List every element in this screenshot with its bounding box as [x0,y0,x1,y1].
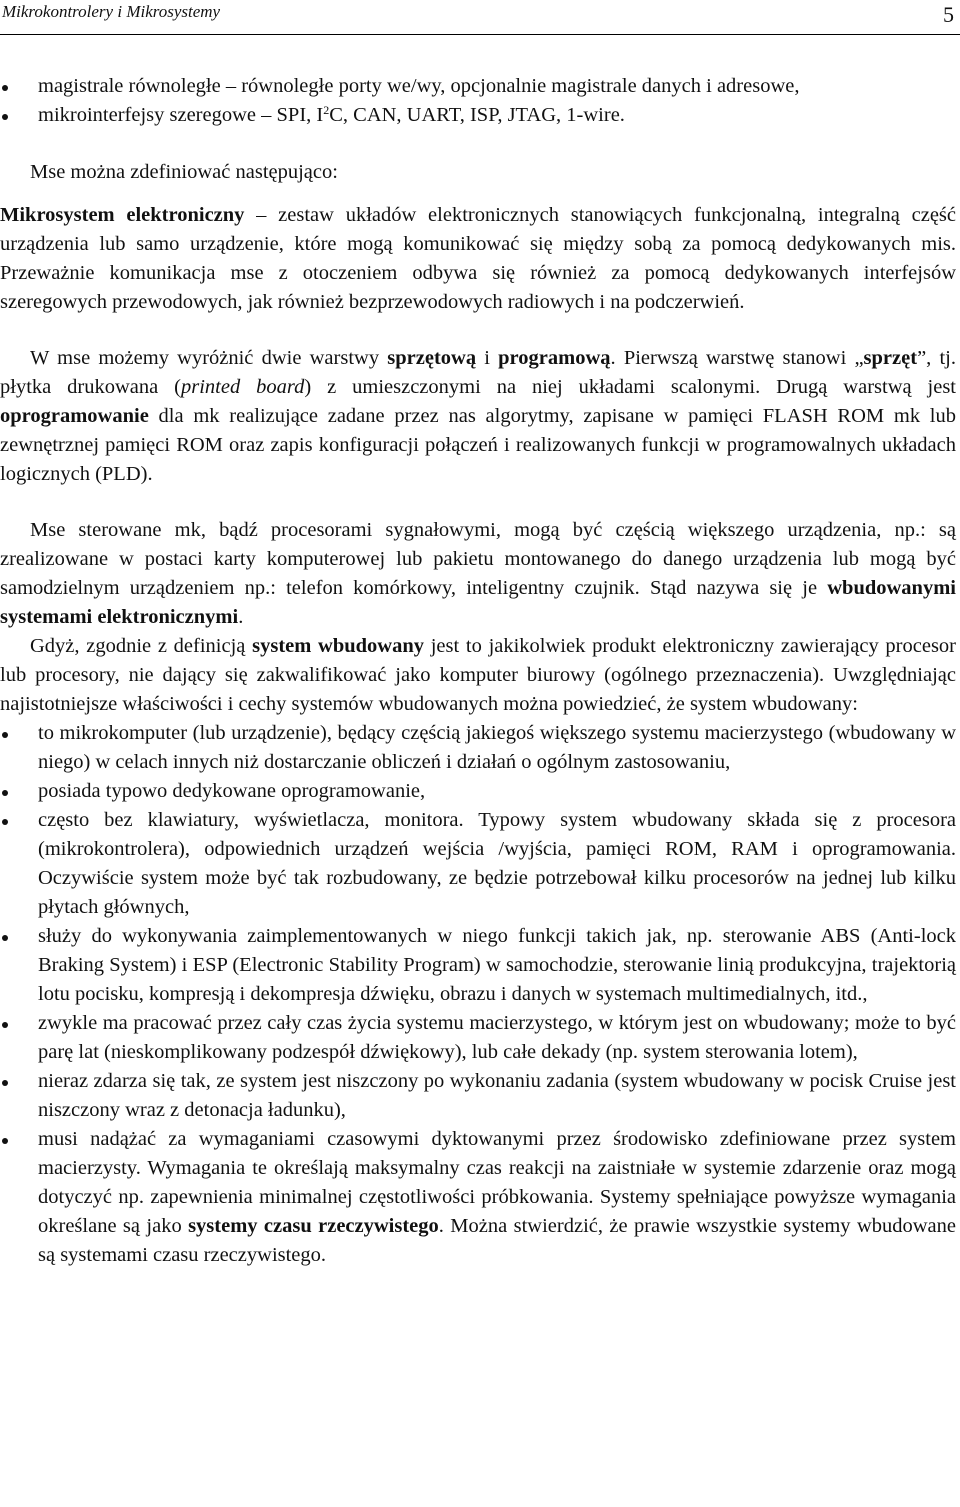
bullet-icon [2,935,8,941]
list-item: często bez klawiatury, wyświetlacza, monitora. Typowy system wbudowany składa się z procesora (mikrokontrolera), odpowiednich urządzeń wejścia /wyjścia, pamięci ROM, RAM i oprogramowania. Oczywiście system może być tak rozbudowany, ze będzie potrzebował kilku procesorów na jednej lub kilku płytach głównych, [0,806,956,922]
list-item: musi nadążać za wymaganiami czasowymi dyktowanymi przez środowisko zdefiniowane przez system macierzysty. Wymagania te określają maksymalny czas reakcji na zaistniałe w systemie zdarzenie oraz mogą dotyczyć np. zapewnienia minimalnej częstotliwości próbkowania. Systemy spełniające powyższe wymagania określane są jako systemy czasu rzeczywistego. Można stwierdzić, że prawie wszystkie systemy wbudowane są systemami czasu rzeczywistego. [0,1125,956,1270]
paragraph-gdyz: Gdyż, zgodnie z definicją system wbudowany jest to jakikolwiek produkt elektroniczny zawierający procesor lub procesory, nie dający się zakwalifikować jako komputer biurowy (ogólnego przeznaczenia). Uwzględniając najistotniejsze właściwości i cechy systemów wbudowanych można powiedzieć, że system wbudowany: [0,635,956,715]
paragraph-mikrosystem: Mikrosystem elektroniczny – zestaw układów elektronicznych stanowiących funkcjonalną, integralną część urządzenia lub samo urządzenie, które mogą komunikować się między sobą za pomocą dedykowanych mis. Przeważnie komunikacja mse z otoczeniem odbywa się również za pomocą dedykowanych interfejsów szeregowych przewodowych, jak również bezprzewodowych radiowych i na podczerwień. [0,204,956,313]
page-number: 5 [943,2,954,27]
page-header [0,0,960,35]
bullet-icon [2,732,8,738]
paragraph-layers: W mse możemy wyróżnić dwie warstwy sprzętową i programową. Pierwszą warstwę stanowi „sprzęt”, tj. płytka drukowana (printed board) z umieszczonymi na niej układami scalonymi. Drugą warstwą jest oprogramowanie dla mk realizujące zadane przez nas algorytmy, zapisane w pamięci FLASH ROM mk lub zewnętrznej pamięci ROM oraz zapis konfiguracji połączeń i realizowanych funkcji w programowalnych układach logicznych (PLD). [0,347,956,485]
list-item: magistrale równoległe – równoległe porty we/wy, opcjonalnie magistrale danych i adresowe, [0,72,956,101]
bullet-icon [2,1138,8,1144]
term-mikrosystem: Mikrosystem elektroniczny [0,204,245,226]
list-item: nieraz zdarza się tak, ze system jest niszczony po wykonaniu zadania (system wbudowany w pocisk Cruise jest niszczony wraz z detonacja ładunku), [0,1067,956,1125]
bullet-icon [2,819,8,825]
list-item: służy do wykonywania zaimplementowanych w niego funkcji takich jak, np. sterowanie ABS (Anti-lock Braking System) i ESP (Electronic Stability Program) w samochodzie, sterowanie linią produkcyjna, trajektorią lotu pocisku, kompresją i dekompresja dźwięku, obrazu i danych w systemach multimedialnych, itd., [0,922,956,1009]
list-item: zwykle ma pracować przez cały czas życia systemu macierzystego, w którym jest on wbudowany; może to być parę lat (nieskomplikowany podzespół dźwiękowy), lub całe dekady (np. system sterowania lotem), [0,1009,956,1067]
list-item: posiada typowo dedykowane oprogramowanie, [0,777,956,806]
bullet-icon [2,85,8,91]
bullet-icon [2,790,8,796]
bullet-icon [2,114,8,120]
bullet-list-top [0,72,956,130]
page-content [0,72,956,1270]
list-item: to mikrokomputer (lub urządzenie), będący częścią jakiegoś większego systemu macierzystego (wbudowany w niego) w celach innych niż dostarczanie obliczeń i działań o ogólnym zastosowaniu, [0,719,956,777]
running-title: Mikrokontrolery i Mikrosystemy [2,2,221,21]
bullet-icon [2,1080,8,1086]
paragraph-mse: Mse sterowane mk, bądź procesorami sygnałowymi, mogą być częścią większego urządzenia, np.: są zrealizowane w postaci karty komputerowej lub pakietu montowanego do danego urządzenia lub mogą być samodzielnym urządzeniem np.: telefon komórkowy, inteligentny czujnik. Stąd nazywa się je wbudowanymi systemami elektronicznymi. [0,519,956,628]
paragraph-define: Mse można zdefiniować następująco: [30,161,338,183]
bullet-list-main [0,719,956,1270]
bullet-icon [2,1022,8,1028]
list-item: mikrointerfejsy szeregowe – SPI, $I^2C$, CAN, UART, ISP, JTAG, 1-wire. [0,101,956,130]
